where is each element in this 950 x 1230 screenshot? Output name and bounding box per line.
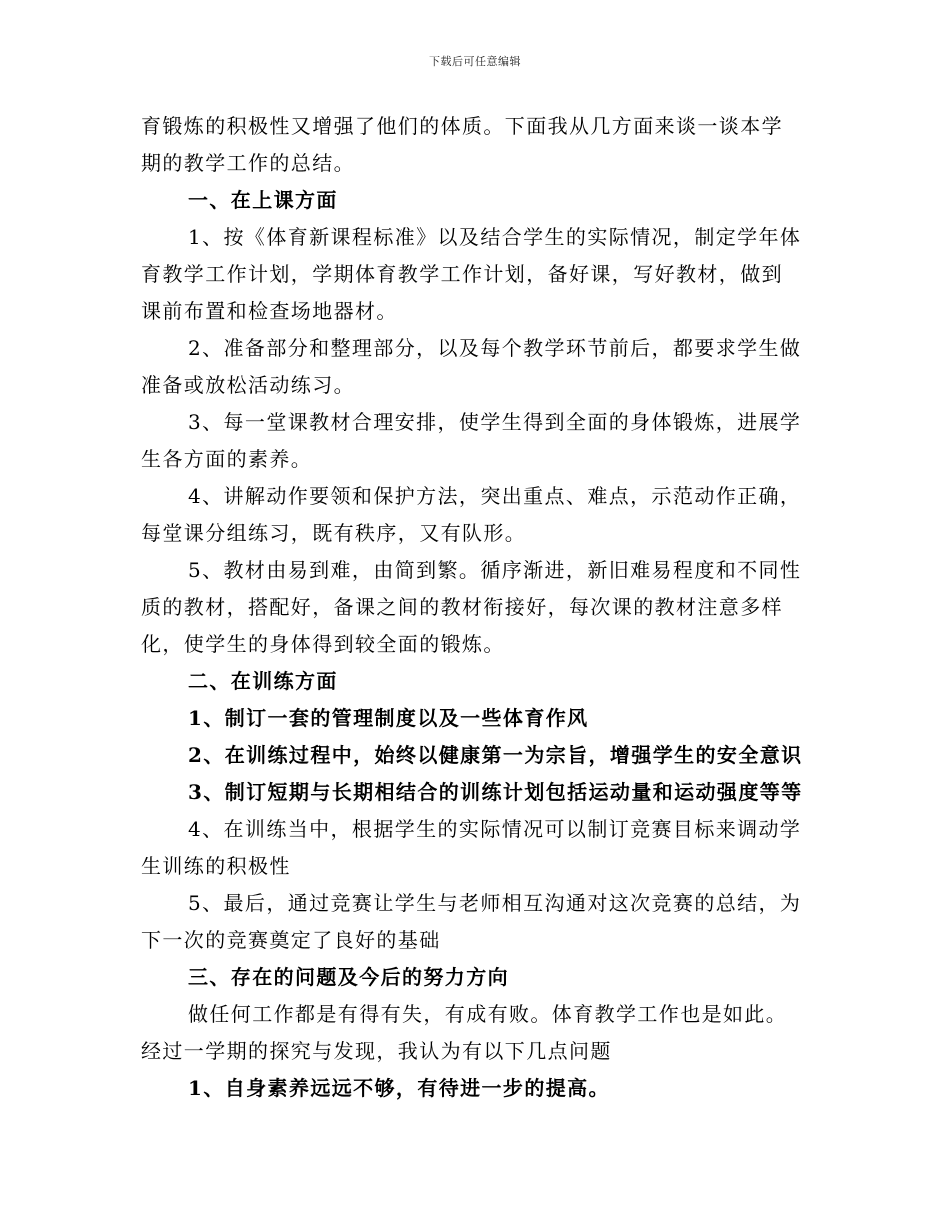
paragraph-line: 生训练的积极性 <box>141 854 291 878</box>
paragraph-line: 每堂课分组练习，既有秩序，又有队形。 <box>141 521 527 545</box>
paragraph-line: 2、准备部分和整理部分，以及每个教学环节前后，都要求学生做 <box>188 336 802 360</box>
paragraph-line: 4、讲解动作要领和保护方法，突出重点、难点，示范动作正确， <box>188 484 802 508</box>
heading-line: 1、自身素养远远不够，有待进一步的提高。 <box>188 1076 610 1100</box>
paragraph-line: 育教学工作计划，学期体育教学工作计划，备好课，写好教材，做到 <box>141 262 783 286</box>
paragraph-line: 化，使学生的身体得到较全面的锻炼。 <box>141 632 505 656</box>
paragraph-line: 育锻炼的积极性又增强了他们的体质。下面我从几方面来谈一谈本学 <box>141 114 783 138</box>
paragraph-line: 准备或放松活动练习。 <box>141 373 355 397</box>
heading-line: 三、存在的问题及今后的努力方向 <box>188 965 509 989</box>
paragraph-line: 5、最后，通过竞赛让学生与老师相互沟通对这次竞赛的总结，为 <box>188 891 802 915</box>
page-header: 下载后可任意编辑 <box>429 55 521 68</box>
paragraph-line: 1、按《体育新课程标准》以及结合学生的实际情况，制定学年体 <box>188 225 802 249</box>
paragraph-line: 课前布置和检查场地器材。 <box>141 299 398 323</box>
paragraph-line: 3、每一堂课教材合理安排，使学生得到全面的身体锻炼，进展学 <box>188 410 802 434</box>
heading-line: 3、制订短期与长期相结合的训练计划包括运动量和运动强度等等 <box>188 780 803 804</box>
paragraph-line: 质的教材，搭配好，备课之间的教材衔接好，每次课的教材注意多样 <box>141 595 783 619</box>
paragraph-line: 经过一学期的探究与发现，我认为有以下几点问题 <box>141 1039 612 1063</box>
heading-line: 二、在训练方面 <box>188 669 338 693</box>
paragraph-line: 生各方面的素养。 <box>141 447 313 471</box>
paragraph-line: 做任何工作都是有得有失，有成有败。体育教学工作也是如此。 <box>188 1002 788 1026</box>
heading-line: 1、制订一套的管理制度以及一些体育作风 <box>188 706 589 730</box>
paragraph-line: 5、教材由易到难，由简到繁。循序渐进，新旧难易程度和不同性 <box>188 558 802 582</box>
paragraph-line: 4、在训练当中，根据学生的实际情况可以制订竞赛目标来调动学 <box>188 817 802 841</box>
paragraph-line: 下一次的竞赛奠定了良好的基础 <box>141 928 441 952</box>
document-body <box>141 108 809 1107</box>
heading-line: 2、在训练过程中，始终以健康第一为宗旨，增强学生的安全意识 <box>188 743 803 767</box>
heading-line: 一、在上课方面 <box>188 188 338 212</box>
paragraph-line: 期的教学工作的总结。 <box>141 151 355 175</box>
